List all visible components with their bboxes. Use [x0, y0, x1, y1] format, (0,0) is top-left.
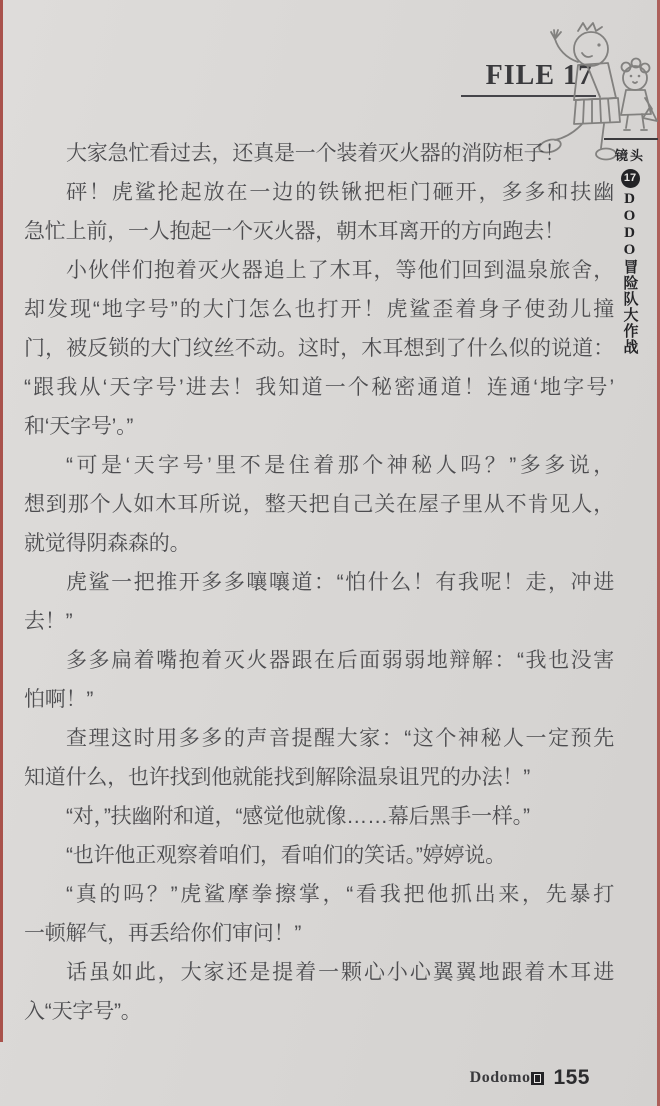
text-line: 却发现“地字号”的大门怎么也打开！虎鲨歪着身子使劲儿撞 — [24, 298, 614, 321]
text-line: “跟我从‘天字号’进去！我知道一个秘密通道！连通‘地字号’ — [24, 376, 614, 399]
text-line: 怕啊！” — [24, 688, 94, 711]
text-line: “对，”扶幽附和道，“感觉他就像……幕后黑手一样。” — [66, 805, 530, 828]
text-line: 小伙伴们抱着灭火器追上了木耳，等他们回到温泉旅舍， — [66, 259, 614, 282]
text-line: 去！” — [24, 610, 73, 633]
text-line: “也许他正观察着咱们，看咱们的笑话。”婷婷说。 — [66, 844, 506, 867]
text-line: 入“天字号”。 — [24, 1000, 142, 1023]
text-line: 虎鲨一把推开多多嚷嚷道：“怕什么！有我呢！走，冲进 — [66, 571, 614, 594]
text-line: 门，被反锁的大门纹丝不动。这时，木耳想到了什么似的说道： — [24, 337, 614, 360]
text-line: 知道什么，也许找到他就能找到解除温泉诅咒的办法！” — [24, 766, 530, 789]
text-line: 急忙上前，一人抱起一个灭火器，朝木耳离开的方向跑去！ — [24, 220, 565, 243]
text-line: 想到那个人如木耳所说，整天把自己关在屋子里从不肯见人， — [24, 493, 614, 516]
chapter-number-badge — [621, 169, 640, 188]
page-footer — [470, 1066, 590, 1090]
story-text-block — [24, 134, 614, 1031]
text-line: 查理这时用多多的声音提醒大家：“这个神秘人一定预先 — [66, 727, 614, 750]
text-line: “真的吗？”虎鲨摩拳擦掌，“看我把他抓出来，先暴打 — [66, 883, 614, 906]
chapter-number: 17 — [623, 172, 637, 184]
side-tab-label: 镜头 — [614, 148, 645, 163]
text-line: 砰！虎鲨抡起放在一边的铁锹把柜门砸开，多多和扶幽 — [66, 181, 614, 204]
text-line: 一顿解气，再丢给你们审问！” — [24, 922, 302, 945]
text-line: 和‘天字号’。” — [24, 415, 134, 438]
file-label: FILE 17 — [485, 60, 593, 91]
page-edge-red-left — [0, 0, 3, 1042]
series-title-vertical: DODO冒险队大作战 — [621, 191, 638, 355]
text-line: “可是‘天字号’里不是住着那个神秘人吗？”多多说， — [66, 454, 614, 477]
brand-label: Dodomo — [469, 1069, 531, 1086]
text-line: 多多扁着嘴抱着灭火器跟在后面弱弱地辩解：“我也没害 — [66, 649, 614, 672]
text-line: 就觉得阴森森的。 — [24, 532, 191, 555]
dodomo-logo-square-icon — [531, 1072, 544, 1085]
text-line: 话虽如此，大家还是提着一颗心小心翼翼地跟着木耳进 — [66, 961, 614, 984]
page-number: 155 — [553, 1066, 590, 1089]
text-line: 大家急忙看过去，还真是一个装着灭火器的消防柜子！ — [66, 142, 566, 165]
